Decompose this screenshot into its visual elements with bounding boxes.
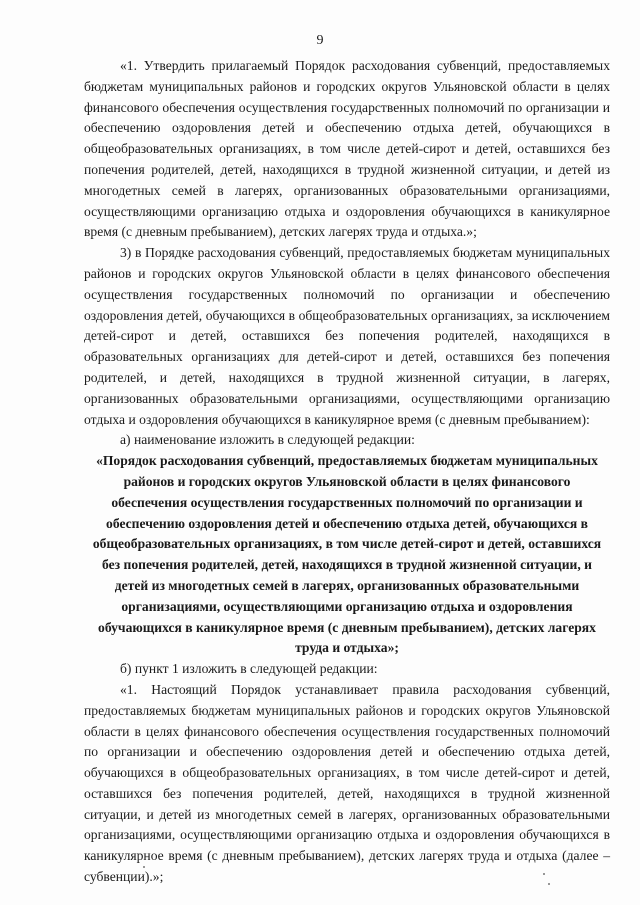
- paragraph-item-3-amendment: 3) в Порядке расходования субвенций, предоставляемых бюджетам муниципальных районов и городских округов Ульяновской области в целях финансового обеспечения осуществления государственных полномочий по организации и обеспечению оздоровления детей, обучающихся в общеобразовательных организациях, за исключением детей-сирот и детей, оставшихся без попечения родителей, находящихся в образовательных организациях для детей-сирот и детей, оставшихся без попечения родителей, и детей, находящихся в трудной жизненной ситуации, в лагерях, организованных образовательными организациями, осуществляющими организацию отдыха и оздоровления обучающихся в каникулярное время (с дневным пребыванием):: [84, 245, 610, 427]
- scan-speck: [548, 883, 550, 885]
- paragraph-subitem-a: а) наименование изложить в следующей редакции:: [120, 432, 415, 448]
- paragraph-new-point-1: «1. Настоящий Порядок устанавливает правила расходования субвенций, предоставляемых бюджетам муниципальных районов и городских округов Ульяновской области в целях финансового обеспечения осуществления государственных полномочий по организации и обеспечению оздоровления детей и обеспечению отдыха детей, обучающихся в общеобразовательных организациях, в том числе детей-сирот и детей, оставшихся без попечения родителей, детей, находящихся в трудной жизненной ситуации, и детей из многодетных семей в лагерях, организованных образовательными организациями, осуществляющими организацию отдыха и оздоровления обучающихся в каникулярное время (с дневным пребыванием), детских лагерях труда и отдыха (далее – субвенции).»;: [84, 681, 610, 885]
- document-body: [84, 56, 610, 888]
- scan-speck: [143, 866, 145, 868]
- scan-speck: [543, 873, 545, 875]
- new-title-bold: «Порядок расходования субвенций, предоставляемых бюджетам муниципальных районов и городских округов Ульяновской области в целях финансового обеспечения осуществления государственных полномочий по организации и обеспечению оздоровления детей и обеспечению отдыха детей, обучающихся в общеобразовательных организациях, в том числе детей-сирот и детей, оставшихся без попечения родителей, детей, находящихся в трудной жизненной ситуации, и детей из многодетных семей в лагерях, организованных образовательными организациями, осуществляющими организацию отдыха и оздоровления обучающихся в каникулярное время (с дневным пребыванием), детских лагерях труда и отдыха»;: [92, 453, 602, 656]
- paragraph-subitem-b: б) пункт 1 изложить в следующей редакции:: [120, 661, 378, 677]
- paragraph-item-1-approval: «1. Утвердить прилагаемый Порядок расходования субвенций, предоставляемых бюджетам муниципальных районов и городских округов Ульяновской области в целях финансового обеспечения осуществления государственных полномочий по организации и обеспечению оздоровления детей и обеспечению отдыха детей, обучающихся в общеобразовательных организациях, в том числе детей-сирот и детей, оставшихся без попечения родителей, детей, находящихся в трудной жизненной ситуации, и детей из многодетных семей в лагерях, организованных образовательными организациями, осуществляющими организацию отдыха и оздоровления обучающихся в каникулярное время (с дневным пребыванием), детских лагерях труда и отдыха.»;: [84, 58, 610, 240]
- page-number: 9: [316, 33, 324, 48]
